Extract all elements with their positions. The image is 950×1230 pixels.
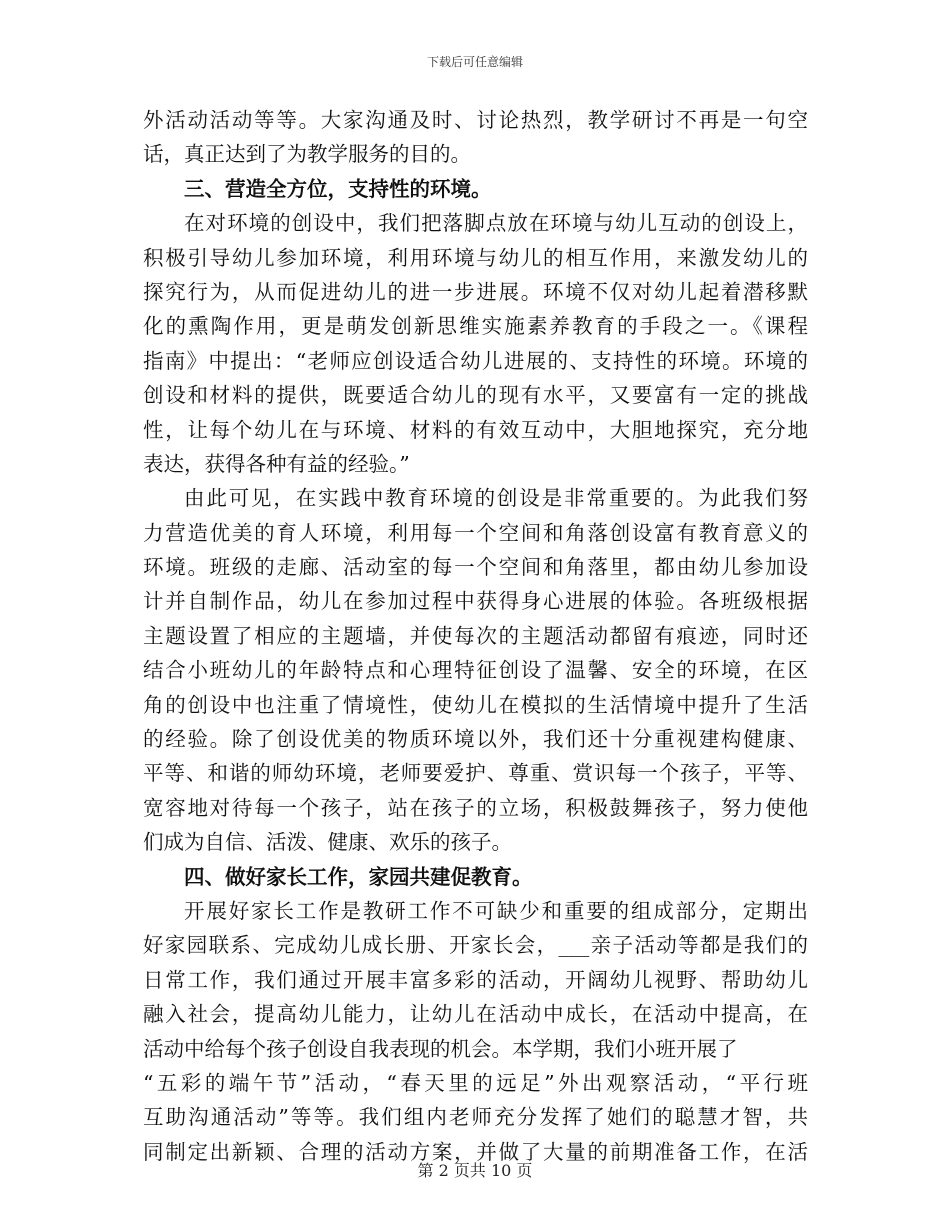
text-line: 开展好家长工作是教研工作不可缺少和重要的组成部分，定期出 [184, 898, 808, 923]
section-heading: 四、做好家长工作，家园共建促教育。 [184, 864, 533, 889]
text-line: 创设和材料的提供，既要适合幼儿的现有水平，又要富有一定的挑战 [143, 383, 808, 408]
text-line: 的经验。除了创设优美的物质环境以外，我们还十分重视建构健康、 [143, 727, 808, 752]
text-line: 在对环境的创设中，我们把落脚点放在环境与幼儿互动的创设上， [184, 211, 808, 236]
text-line: 指南》中提出：“老师应创设适合幼儿进展的、支持性的环境。环境的 [143, 348, 808, 373]
text-line: 化的熏陶作用，更是萌发创新思维实施素养教育的手段之一。《课程 [143, 314, 808, 339]
text-line: 同制定出新颖、合理的活动方案，并做了大量的前期准备工作，在活 [143, 1139, 808, 1164]
text-line: 由此可见，在实践中教育环境的创设是非常重要的。为此我们努 [184, 486, 808, 511]
text-line: 角的创设中也注重了情境性，使幼儿在模拟的生活情境中提升了生活 [143, 692, 808, 717]
text-line: 融入社会，提高幼儿能力，让幼儿在活动中成长，在活动中提高，在 [143, 1002, 808, 1027]
text-line: 日常工作，我们通过开展丰富多彩的活动，开阔幼儿视野、帮助幼儿 [143, 967, 808, 992]
text-line: 环境。班级的走廊、活动室的每一个空间和角落里，都由幼儿参加设 [143, 555, 808, 580]
text-line: 外活动活动等等。大家沟通及时、讨论热烈，教学研讨不再是一句空 [143, 108, 808, 132]
text-line: 互助沟通活动”等等。我们组内老师充分发挥了她们的聪慧才智，共 [143, 1105, 808, 1130]
text-line: 积极引导幼儿参加环境，利用环境与幼儿的相互作用，来激发幼儿的 [143, 245, 808, 270]
document-body [143, 103, 808, 1169]
text-line: “五彩的端午节”活动，“春天里的远足”外出观察活动，“平行班 [143, 1070, 808, 1095]
page-footer: 第 2 页共 10 页 [417, 1161, 533, 1180]
text-line: 表达，获得各种有益的经验。” [143, 451, 410, 476]
section-heading: 三、营造全方位，支持性的环境。 [184, 176, 492, 201]
text-line: 宽容地对待每一个孩子，站在孩子的立场，积极鼓舞孩子，努力使他 [143, 795, 808, 820]
text-line: 们成为自信、活泼、健康、欢乐的孩子。 [143, 830, 512, 855]
text-line: 活动中给每个孩子创设自我表现的机会。本学期，我们小班开展了 [143, 1036, 738, 1061]
text-line: 力营造优美的育人环境，利用每一个空间和角落创设富有教育意义的 [143, 520, 808, 545]
text-line: 平等、和谐的师幼环境，老师要爱护、尊重、赏识每一个孩子，平等、 [143, 761, 808, 786]
text-line: 性，让每个幼儿在与环境、材料的有效互动中，大胆地探究，充分地 [143, 417, 808, 442]
page-header: 下载后可任意编辑 [426, 55, 523, 69]
text-line: 好家园联系、完成幼儿成长册、开家长会，___亲子活动等都是我们的 [143, 933, 808, 958]
text-line: 话，真正达到了为教学服务的目的。 [143, 142, 471, 167]
text-line: 主题设置了相应的主题墙，并使每次的主题活动都留有痕迹，同时还 [143, 623, 808, 648]
text-line: 结合小班幼儿的年龄特点和心理特征创设了温馨、安全的环境，在区 [143, 658, 808, 683]
text-line: 计并自制作品，幼儿在参加过程中获得身心进展的体验。各班级根据 [143, 589, 808, 614]
text-line: 探究行为，从而促进幼儿的进一步进展。环境不仅对幼儿起着潜移默 [143, 279, 808, 304]
